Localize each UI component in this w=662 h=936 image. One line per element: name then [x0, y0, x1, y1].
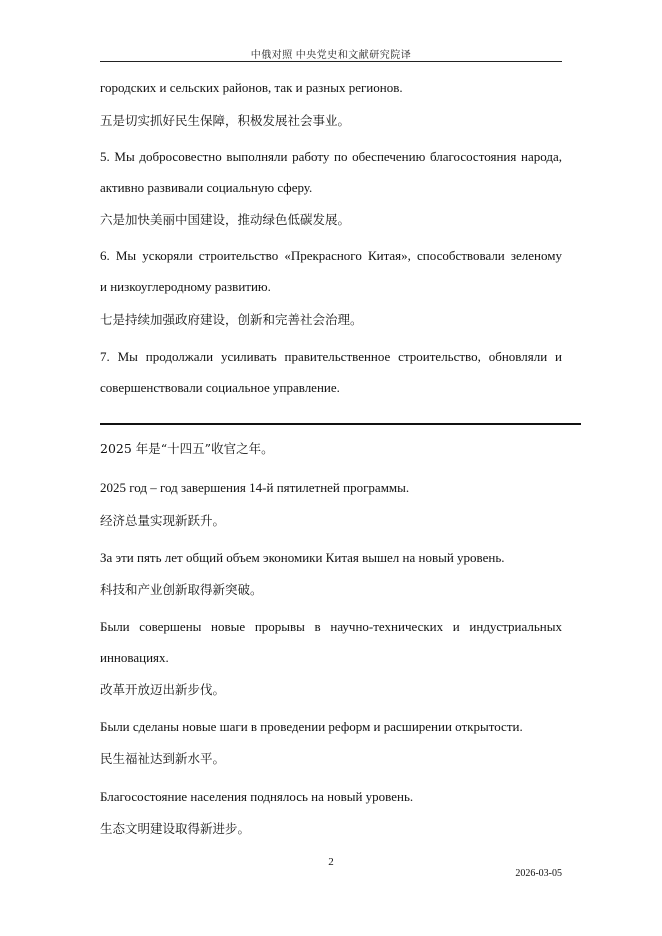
header-rule	[100, 61, 562, 62]
page-number: 2	[328, 856, 334, 868]
text-line-chinese: 民生福祉达到新水平。	[100, 751, 226, 766]
text-line-chinese: 五是切实抓好民生保障，积极发展社会事业。	[100, 113, 351, 128]
text-line-chinese: 生态文明建设取得新进步。	[100, 821, 251, 836]
text-line-chinese: 2025 年是“十四五”收官之年。	[100, 441, 274, 456]
text-line: 2025 год – год завершения 14-й пятилетней программы.	[100, 480, 410, 495]
text-line: За эти пять лет общий объем экономики Китая вышел на новый уровень.	[100, 550, 505, 565]
text-line-chinese: 经济总量实现新跃升。	[100, 513, 226, 528]
text-line: и низкоуглеродному развитию.	[100, 279, 271, 294]
text-line: инновациях.	[100, 650, 169, 665]
page-header: 中俄对照 中央党史和文献研究院译	[250, 50, 412, 61]
text-line: совершенствовали социальное управление.	[100, 380, 340, 395]
text-line: активно развивали социальную сферу.	[100, 180, 313, 195]
page-date: 2026-03-05	[515, 868, 562, 879]
text-line: Были сделаны новые шаги в проведении реформ и расширении открытости.	[100, 719, 523, 734]
text-line-chinese: 改革开放迈出新步伐。	[100, 682, 226, 697]
text-line: 7. Мы продолжали усиливать правительственное строительство, обновляли и	[100, 349, 562, 364]
text-line: Были совершены новые прорывы в научно-технических и индустриальных	[100, 619, 562, 634]
section-divider	[100, 423, 581, 425]
text-line-chinese: 科技和产业创新取得新突破。	[100, 582, 263, 597]
text-line: Благосостояние населения поднялось на новый уровень.	[100, 789, 414, 804]
text-line-chinese: 七是持续加强政府建设，创新和完善社会治理。	[100, 312, 363, 327]
text-line-chinese: 六是加快美丽中国建设，推动绿色低碳发展。	[100, 212, 351, 227]
text-line: городских и сельских районов, так и разных регионов.	[100, 80, 403, 95]
text-line: 6. Мы ускоряли строительство «Прекрасного Китая», способствовали зеленому	[100, 248, 562, 263]
text-line: 5. Мы добросовестно выполняли работу по обеспечению благосостояния народа,	[100, 149, 562, 164]
